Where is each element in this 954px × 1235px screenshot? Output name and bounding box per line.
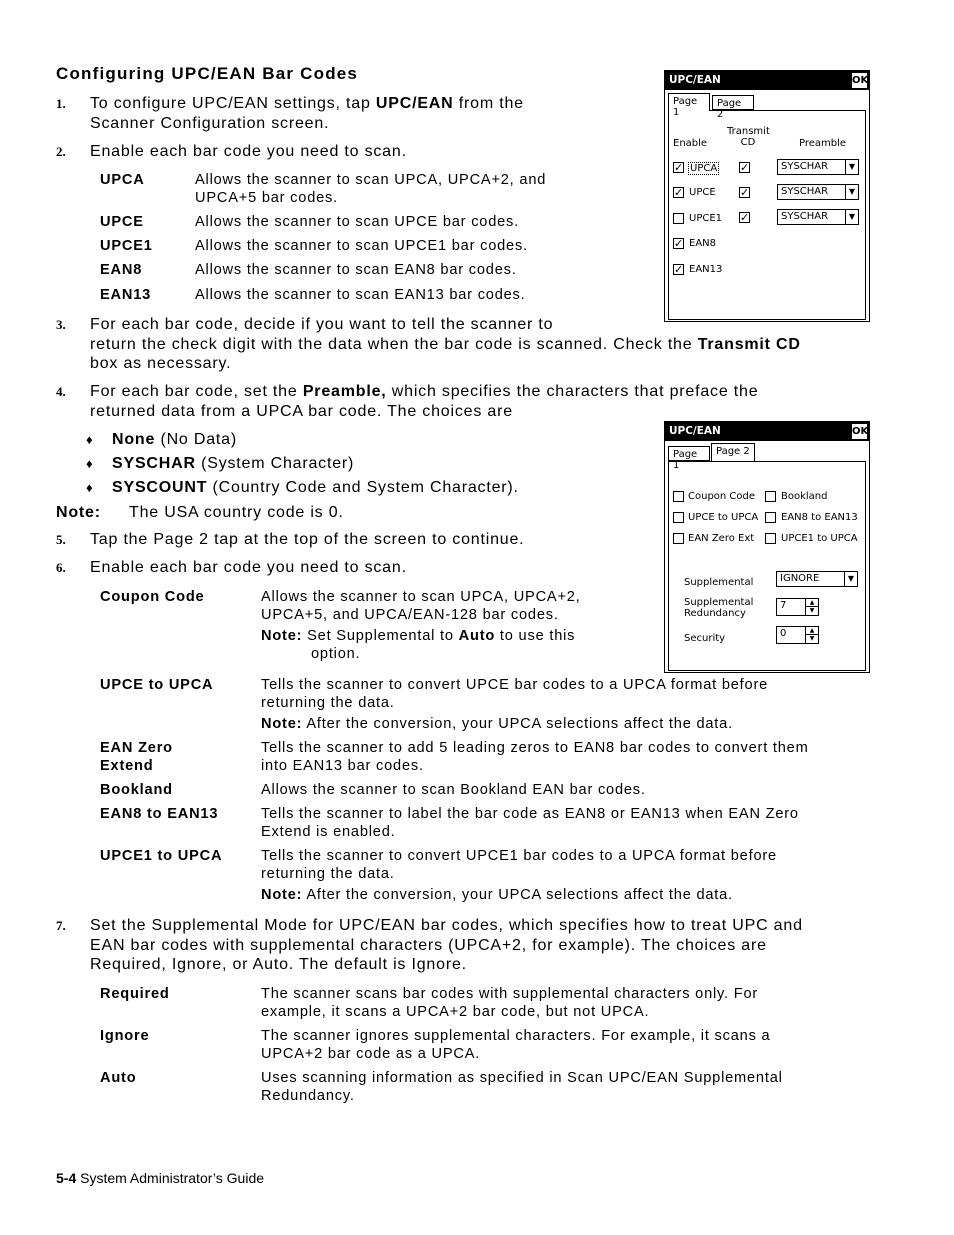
- step-number: 1.: [56, 96, 66, 111]
- ean-zero-ext-checkbox[interactable]: [673, 533, 684, 544]
- page-footer: [56, 1170, 264, 1186]
- upce1-preamble-dropdown[interactable]: SYSCHAR ▼: [777, 209, 859, 225]
- def-coupon-code: Coupon Code Allows the scanner to scan UPCA, UPCA+2, UPCA+5, and UPCA/EAN-128 bar codes. Note: Set Supplemental to Auto to use this option.: [100, 589, 581, 662]
- step-4: 4. For each bar code, set the Preamble, which specifies the characters that preface the returned data from a UPCA bar code. The choices are: [56, 383, 759, 420]
- def-upce: UPCE Allows the scanner to scan UPCE bar codes.: [100, 214, 519, 230]
- tab-page-1[interactable]: Page 1: [668, 93, 710, 111]
- ok-button[interactable]: OK: [851, 423, 868, 440]
- upce-to-upca-checkbox[interactable]: [673, 512, 684, 523]
- def-upce-to-upca: UPCE to UPCA Tells the scanner to convert UPCE bar codes to a UPCA format before returning the data. Note: After the conversion, your UPCA selections affect the data.: [100, 677, 769, 732]
- def-upce1-to-upca: UPCE1 to UPCA Tells the scanner to convert UPCE1 bar codes to a UPCA format before returning the data. Note: After the conversion, your UPCA selections affect the data.: [100, 848, 777, 903]
- arrow-up-icon[interactable]: ▲: [805, 627, 818, 635]
- chevron-down-icon: ▼: [845, 160, 858, 174]
- bullet-none: ♦ None (No Data): [86, 431, 237, 448]
- upca-preamble-dropdown[interactable]: SYSCHAR ▼: [777, 159, 859, 175]
- step-5: 5. Tap the Page 2 tap at the top of the screen to continue.: [56, 531, 525, 548]
- upc-ean-screen-page2: [664, 421, 870, 673]
- step-6: 6. Enable each bar code you need to scan.: [56, 559, 407, 576]
- ok-button[interactable]: OK: [851, 72, 868, 89]
- def-auto: Auto Uses scanning information as specified in Scan UPC/EAN Supplemental Redundancy.: [100, 1070, 783, 1104]
- supplemental-dropdown[interactable]: IGNORE ▼: [776, 571, 858, 587]
- bullet-syschar: ♦ SYSCHAR (System Character): [86, 455, 355, 472]
- upca-enable-checkbox[interactable]: ✓: [674, 161, 684, 174]
- col-enable: Enable: [673, 138, 708, 149]
- page-number: 5-4: [56, 1170, 77, 1186]
- col-preamble: Preamble: [799, 138, 847, 149]
- window-title: UPC/EAN: [665, 422, 869, 441]
- step-2: 2. Enable each bar code you need to scan.: [56, 143, 407, 160]
- def-ean-zero-extend: EAN Zero Extend Tells the scanner to add 5 leading zeros to EAN8 bar codes to convert them into EAN13 bar codes.: [100, 740, 809, 774]
- security-label: Security: [684, 633, 726, 644]
- def-ean8: EAN8 Allows the scanner to scan EAN8 bar codes.: [100, 262, 517, 278]
- upce-to-upca-label: UPCE to UPCA: [688, 512, 759, 523]
- upce1-cd-checkbox[interactable]: ✓: [740, 211, 750, 224]
- def-ignore: Ignore The scanner ignores supplemental characters. For example, it scans a UPCA+2 bar code as a UPCA.: [100, 1028, 771, 1062]
- ean13-enable-checkbox[interactable]: ✓: [674, 263, 684, 276]
- step-3: 3. For each bar code, decide if you want to tell the scanner to return the check digit with the data when the bar code is scanned. Check the Transmit CD box as necessary.: [56, 316, 801, 372]
- upce-cd-checkbox[interactable]: ✓: [740, 186, 750, 199]
- step-1: 1. To configure UPC/EAN settings, tap UPC/EAN from the Scanner Configuration screen.: [56, 95, 524, 132]
- ean8-enable-checkbox[interactable]: ✓: [674, 237, 684, 250]
- upce1-to-upca-checkbox[interactable]: [765, 533, 776, 544]
- def-ean13: EAN13 Allows the scanner to scan EAN13 bar codes.: [100, 287, 526, 303]
- def-required: Required The scanner scans bar codes with supplemental characters only. For example, it scans a UPCA+2 bar code, but not UPCA.: [100, 986, 759, 1020]
- bookland-checkbox[interactable]: [765, 491, 776, 502]
- upce-enable-checkbox[interactable]: ✓: [674, 186, 684, 199]
- chevron-down-icon: ▼: [845, 185, 858, 199]
- step-7: 7. Set the Supplemental Mode for UPC/EAN bar codes, which specifies how to treat UPC and EAN bar codes with supplemental characters (UPCA+2, for example). The choices are Required, Ignore, or Auto. The default is Ignore.: [56, 917, 803, 973]
- redundancy-label: Supplemental Redundancy: [684, 597, 754, 619]
- ean8-to-ean13-label: EAN8 to EAN13: [781, 512, 858, 523]
- upce-label: UPCE: [689, 187, 716, 198]
- ean13-label: EAN13: [689, 264, 723, 275]
- bookland-label: Bookland: [781, 491, 828, 502]
- ean-zero-ext-label: EAN Zero Ext: [688, 533, 755, 544]
- redundancy-stepper[interactable]: 7 ▲ ▼: [776, 598, 819, 616]
- upce1-enable-checkbox[interactable]: [673, 213, 684, 224]
- def-upce1: UPCE1 Allows the scanner to scan UPCE1 bar codes.: [100, 238, 528, 254]
- def-ean8-to-ean13: EAN8 to EAN13 Tells the scanner to label the bar code as EAN8 or EAN13 when EAN Zero Extend is enabled.: [100, 806, 799, 840]
- note-country-code: Note: The USA country code is 0.: [56, 504, 344, 521]
- col-transmit: Transmit CD: [727, 126, 770, 148]
- coupon-code-checkbox[interactable]: [673, 491, 684, 502]
- coupon-code-label: Coupon Code: [688, 491, 756, 502]
- def-bookland: Bookland Allows the scanner to scan Bookland EAN bar codes.: [100, 782, 646, 798]
- def-upca: UPCA Allows the scanner to scan UPCA, UPCA+2, and UPCA+5 bar codes.: [100, 172, 547, 206]
- security-stepper[interactable]: 0 ▲ ▼: [776, 626, 819, 644]
- ean8-to-ean13-checkbox[interactable]: [765, 512, 776, 523]
- tab-page-2[interactable]: Page 2: [712, 95, 754, 110]
- window-title: UPC/EAN: [665, 71, 869, 90]
- upce1-to-upca-label: UPCE1 to UPCA: [781, 533, 858, 544]
- chevron-down-icon: ▼: [844, 572, 857, 586]
- chevron-down-icon: ▼: [845, 210, 858, 224]
- arrow-down-icon[interactable]: ▼: [805, 635, 818, 643]
- tab-page-1[interactable]: Page 1: [668, 446, 710, 461]
- upca-cd-checkbox[interactable]: ✓: [740, 161, 750, 174]
- ean8-label: EAN8: [689, 238, 717, 249]
- upce1-label: UPCE1: [689, 213, 723, 224]
- tab-page-2[interactable]: Page 2: [711, 443, 755, 461]
- footer-title: System Administrator’s Guide: [80, 1170, 265, 1186]
- bullet-syscount: ♦ SYSCOUNT (Country Code and System Character).: [86, 479, 519, 496]
- upc-ean-screen-page1: [664, 70, 870, 322]
- upce-preamble-dropdown[interactable]: SYSCHAR ▼: [777, 184, 859, 200]
- arrow-down-icon[interactable]: ▼: [805, 607, 818, 615]
- section-heading: Configuring UPC/EAN Bar Codes: [56, 64, 359, 83]
- upca-label: UPCA: [690, 163, 718, 174]
- supplemental-label: Supplemental: [684, 577, 754, 588]
- arrow-up-icon[interactable]: ▲: [805, 599, 818, 607]
